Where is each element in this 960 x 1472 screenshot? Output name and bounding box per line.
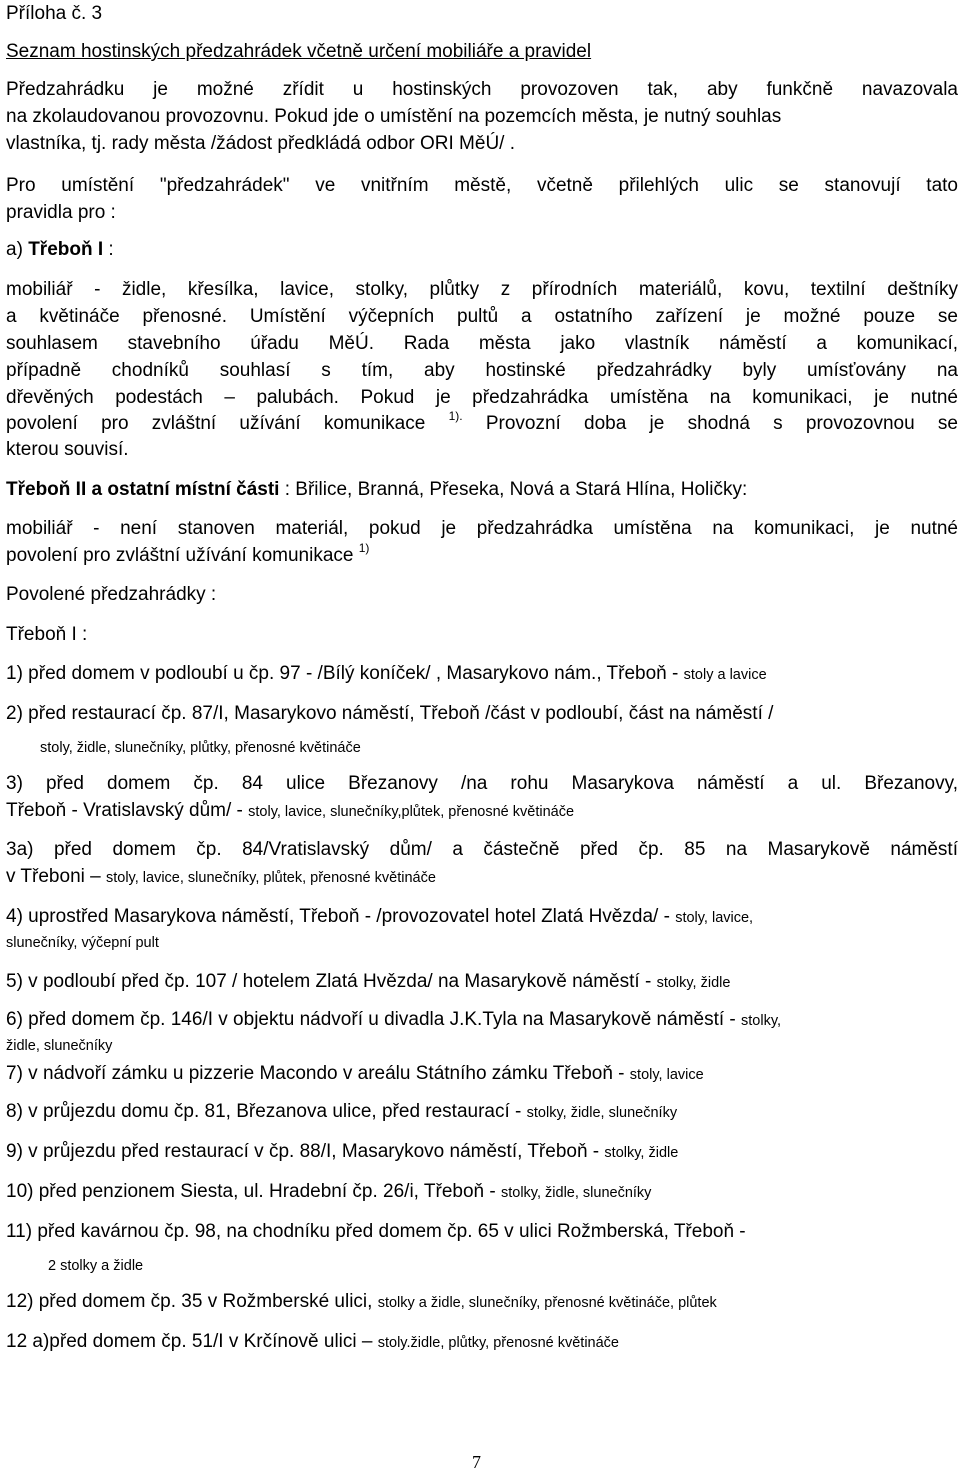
- intro-line-2: na zkolaudovanou provozovnu. Pokud jde o umístění na pozemcích města, je nutný souhlas: [6, 106, 782, 127]
- annex-label: Příloha č. 3: [6, 3, 103, 24]
- allowed-heading: Povolené předzahrádky :: [6, 584, 217, 605]
- page-number: 7: [472, 1452, 481, 1472]
- allowed-subheading: Třeboň I :: [6, 624, 88, 645]
- mobiliar-a-line-4: případně chodníků souhlasí s tím, aby hostinské předzahrádky byly umísťovány na: [6, 360, 958, 381]
- document-title: Seznam hostinských předzahrádek včetně určení mobiliáře a pravidel: [6, 41, 592, 62]
- mobiliar-a-line-5: dřevěných podestách – palubách. Pokud je předzahrádka umístěna na komunikaci, je nutné: [6, 387, 958, 408]
- list-item-8: 8) v průjezdu domu čp. 81, Březanova ulice, před restaurací - stolky, židle, slunečníky: [6, 1101, 678, 1122]
- list-item-2: 2) před restaurací čp. 87/I, Masarykovo náměstí, Třeboň /část v podloubí, část na náměstí /: [6, 703, 774, 724]
- mobiliar-a-line-1: mobiliář - židle, křesílka, lavice, stolky, plůtky z přírodních materiálů, kovu, textilní deštníky: [6, 279, 958, 300]
- intro-line-1: Předzahrádku je možné zřídit u hostinských provozoven tak, aby funkčně navazovala: [6, 79, 958, 100]
- list-item-12: 12) před domem čp. 35 v Rožmberské ulici, stolky a židle, slunečníky, přenosné květináče, plůtek: [6, 1291, 717, 1312]
- mobiliar-a-line-6: povolení pro zvláštní užívání komunikace $^{1).}$ Provozní doba je shodná s provozovnou se: [6, 408, 958, 434]
- intro-line-3: vlastníka, tj. rady města /žádost předkládá odbor ORI MěÚ/ .: [6, 133, 516, 154]
- mobiliar-a-line-2: a květináče přenosné. Umístění výčepních pultů a ostatního zařízení je možné pouze se: [6, 306, 958, 327]
- list-item-2-detail: stoly, židle, slunečníky, plůtky, přenosné květináče: [40, 740, 361, 756]
- list-item-5: 5) v podloubí před čp. 107 / hotelem Zlatá Hvězda/ na Masarykově náměstí - stolky, židle: [6, 971, 731, 992]
- list-item-10: 10) před penzionem Siesta, ul. Hradební čp. 26/i, Třeboň - stolky, židle, slunečníky: [6, 1181, 652, 1202]
- mobiliar-a-line-7: kterou souvisí.: [6, 439, 129, 460]
- rules-line-1: Pro umístění "předzahrádek" ve vnitřním městě, včetně přilehlých ulic se stanovují tato: [6, 175, 958, 196]
- rules-line-2: pravidla pro :: [6, 202, 116, 223]
- section-a-heading: a) Třeboň I :: [6, 239, 114, 260]
- list-item-3: 3) před domem čp. 84 ulice Březanovy /na rohu Masarykova náměstí a ul. Březanovy,: [6, 773, 958, 794]
- list-item-3a: 3a) před domem čp. 84/Vratislavský dům/ a částečně před čp. 85 na Masarykově náměstí: [6, 839, 958, 860]
- list-item-6: 6) před domem čp. 146/I v objektu nádvoří u divadla J.K.Tyla na Masarykově náměstí - stolky,: [6, 1009, 782, 1030]
- list-item-11: 11) před kavárnou čp. 98, na chodníku před domem čp. 65 v ulici Rožmberská, Třeboň -: [6, 1221, 746, 1242]
- list-item-12a: 12 a)před domem čp. 51/I v Krčínově ulici – stoly.židle, plůtky, přenosné květináče: [6, 1331, 619, 1352]
- mobiliar-b-line-2: povolení pro zvláštní užívání komunikace $^{1)}$: [6, 540, 370, 566]
- list-item-9: 9) v průjezdu před restaurací v čp. 88/I, Masarykovo náměstí, Třeboň - stolky, židle: [6, 1141, 679, 1162]
- list-item-11-detail: 2 stolky a židle: [48, 1258, 144, 1274]
- list-item-4-cont: slunečníky, výčepní pult: [6, 935, 159, 951]
- list-item-4: 4) uprostřed Masarykova náměstí, Třeboň - /provozovatel hotel Zlatá Hvězda/ - stoly, lavice,: [6, 906, 754, 927]
- section-b-heading: Třeboň II a ostatní místní části : Břilice, Branná, Přeseka, Nová a Stará Hlína, Holičky:: [6, 479, 748, 500]
- list-item-7: 7) v nádvoří zámku u pizzerie Macondo v areálu Státního zámku Třeboň - stoly, lavice: [6, 1063, 704, 1084]
- mobiliar-a-line-3: souhlasem stavebního úřadu MěÚ. Rada města jako vlastník náměstí a komunikací,: [6, 333, 958, 354]
- list-item-3a-cont: v Třeboni – stoly, lavice, slunečníky, plůtek, přenosné květináče: [6, 866, 436, 887]
- list-item-3-cont: Třeboň - Vratislavský dům/ - stoly, lavice, slunečníky,plůtek, přenosné květináče: [6, 800, 575, 821]
- mobiliar-b-line-1: mobiliář - není stanoven materiál, pokud je předzahrádka umístěna na komunikaci, je nutné: [6, 518, 958, 539]
- list-item-6-cont: židle, slunečníky: [6, 1038, 113, 1054]
- list-item-1: 1) před domem v podloubí u čp. 97 - /Bílý koníček/ , Masarykovo nám., Třeboň - stoly a lavice: [6, 663, 767, 684]
